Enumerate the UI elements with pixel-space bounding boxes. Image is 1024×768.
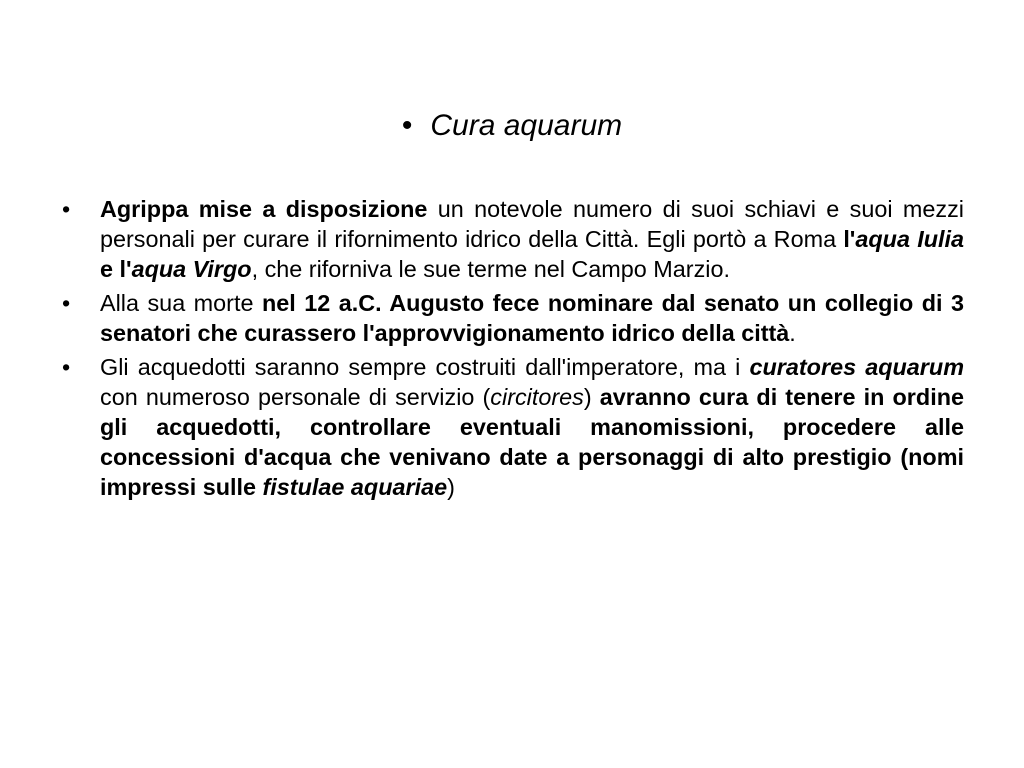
slide-title: Cura aquarum (430, 109, 623, 142)
text-segment: , che riforniva le sue terme nel Campo Marzio. (251, 256, 730, 282)
text-segment: nel 12 a.C. Augusto fece nominare dal senato un collegio di 3 senatori che curassero l'approvvigionamento idrico della città (100, 290, 964, 346)
text-segment: curatores aquarum (749, 354, 964, 380)
text-segment: circitores (490, 384, 584, 410)
text-segment: . (789, 320, 796, 346)
bullet-text (100, 196, 977, 282)
bullet-dot: • (62, 354, 71, 380)
bullet-dot: • (62, 196, 71, 222)
text-segment: ) (583, 384, 600, 410)
text-segment: e l' (100, 226, 977, 282)
text-segment: avranno cura di tenere in ordine gli acquedotti, controllare eventuali manomissioni, procedere alle concessioni d'acqua che venivano date a personaggi di alto prestigio (nomi impressi sulle (100, 384, 964, 500)
text-segment: aqua Iulia (855, 226, 964, 252)
bullet-item (62, 194, 977, 284)
title-bullet: • (401, 109, 413, 142)
text-segment: Alla sua morte (100, 290, 262, 316)
text-segment: aqua Virgo (131, 256, 252, 282)
bullet-text (100, 354, 964, 500)
text-segment: un notevole numero di suoi schiavi e suoi mezzi personali per curare il rifornimento idrico della Città. Egli portò a Roma (100, 196, 965, 252)
text-segment: ) (447, 474, 455, 500)
text-segment: con numeroso personale di servizio ( (100, 384, 491, 410)
text-segment: Agrippa mise a disposizione (100, 196, 428, 222)
bullet-item (62, 352, 964, 502)
text-segment: l' (843, 226, 856, 252)
text-segment: fistulae aquariae (262, 474, 448, 500)
text-segment: Gli acquedotti saranno sempre costruiti dall'imperatore, ma i (100, 354, 750, 380)
bullet-list (62, 194, 977, 506)
bullet-item (62, 288, 964, 348)
slide-title-row (0, 106, 1024, 146)
bullet-dot: • (62, 290, 71, 316)
bullet-text (100, 290, 964, 346)
